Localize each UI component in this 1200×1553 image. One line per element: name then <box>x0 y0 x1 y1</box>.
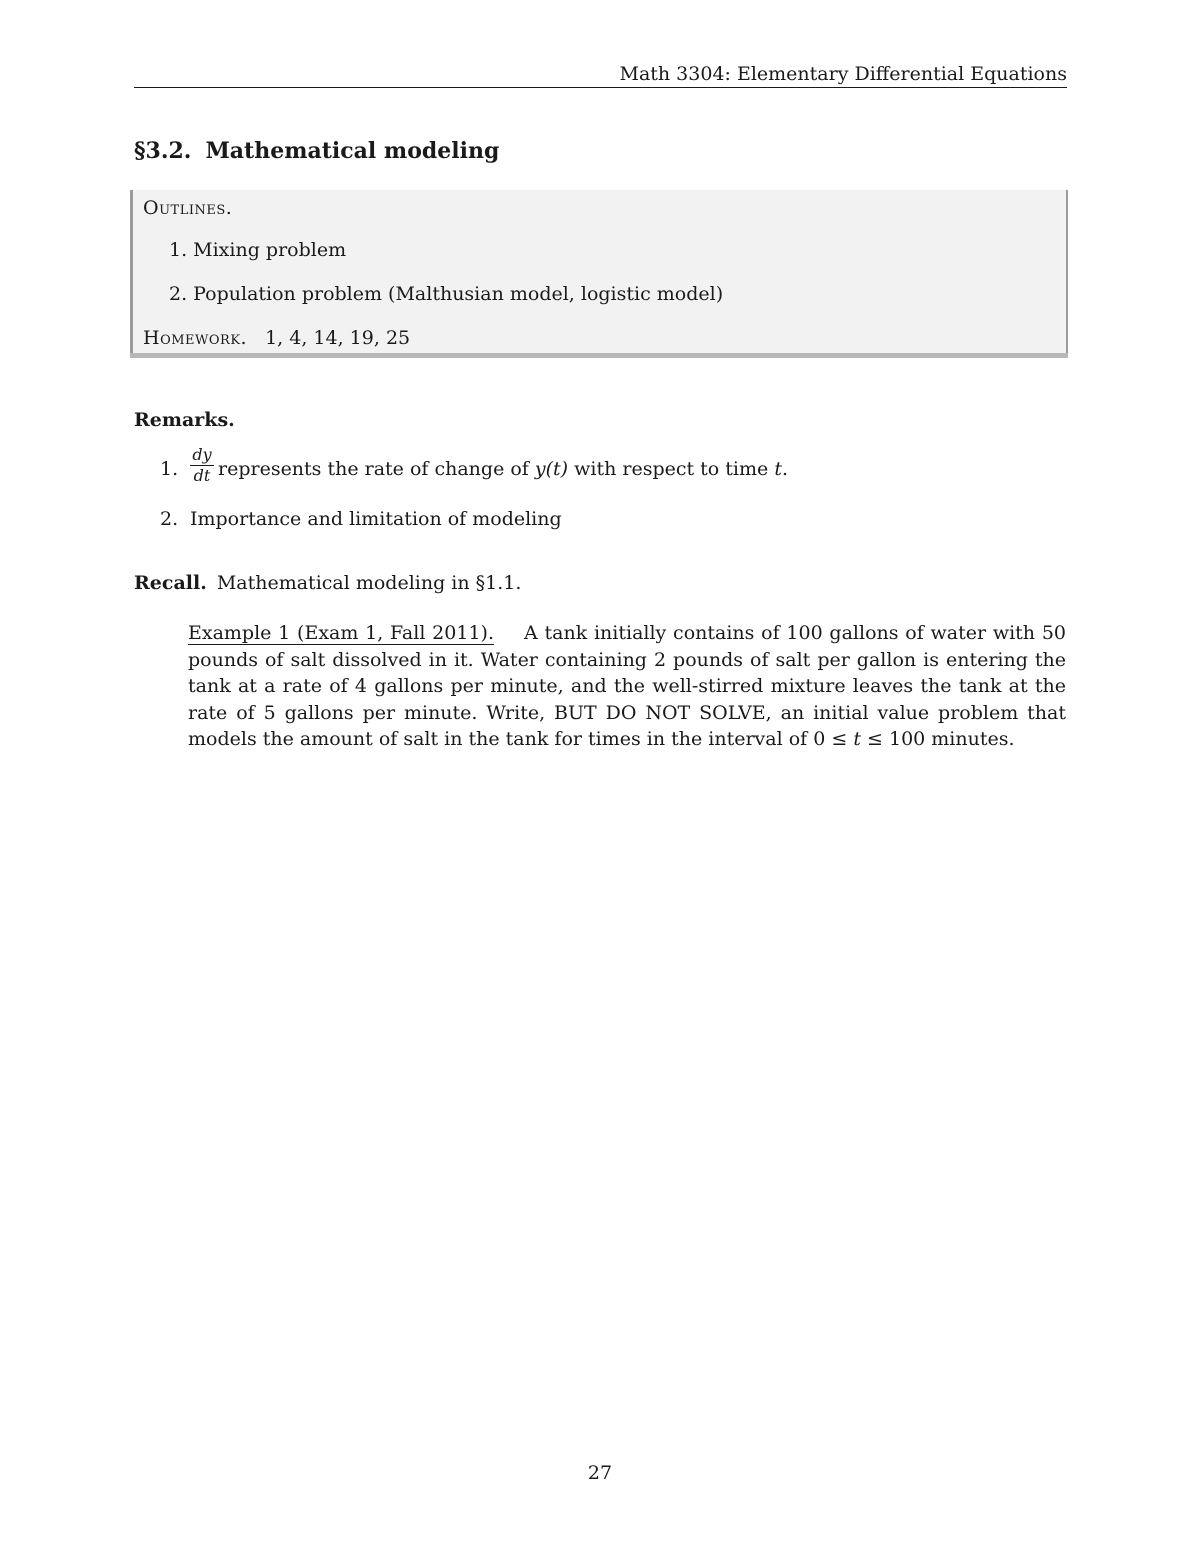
outline-box <box>130 190 1068 353</box>
example-1 <box>188 620 1066 753</box>
remark-item-1 <box>160 457 788 481</box>
remark-text: Importance and limitation of modeling <box>190 508 562 530</box>
remark-text: represents the rate of change of <box>218 458 529 480</box>
remark-marker: 1. <box>160 458 179 480</box>
remark-marker: 2. <box>160 508 179 530</box>
homework-problems: 1, 4, 14, 19, 25 <box>265 327 411 349</box>
outlines-label: Outlines. <box>143 197 233 219</box>
math-t: t <box>774 458 782 480</box>
remark-item-2 <box>160 507 562 531</box>
remark-period: . <box>781 458 788 480</box>
outline-item <box>169 238 346 262</box>
remarks-title: Remarks. <box>134 409 235 431</box>
homework-label: Homework. <box>143 327 248 349</box>
section-title <box>134 137 499 165</box>
running-header: Math 3304: Elementary Differential Equations <box>619 63 1067 85</box>
fraction-numerator: dy <box>192 445 212 464</box>
outline-item-text: Population problem (Malthusian model, logistic model) <box>193 283 724 305</box>
outline-item-text: Mixing problem <box>193 239 347 261</box>
recall-text: Mathematical modeling in §1.1. <box>216 572 522 594</box>
section-number: §3.2. <box>134 138 192 164</box>
math-t: t <box>853 728 861 750</box>
example-body-end: ≤ 100 minutes. <box>867 728 1015 750</box>
recall-line <box>134 571 521 595</box>
header-rule <box>134 87 1067 88</box>
section-heading: Mathematical modeling <box>205 138 500 164</box>
outline-item-marker: 2. <box>169 283 188 305</box>
remark-text-cont: with respect to time <box>574 458 769 480</box>
outline-item-marker: 1. <box>169 239 188 261</box>
recall-label: Recall. <box>134 572 207 594</box>
outline-item <box>169 282 723 306</box>
derivative-fraction <box>190 446 214 485</box>
example-title: Example 1 (Exam 1, Fall 2011). <box>188 622 494 644</box>
homework-line <box>143 326 410 350</box>
example-body: A tank initially contains of 100 gallons of water with 50 pounds of salt dissolved in it. Water containing 2 pounds of salt per gallon is entering the tank at a rate of 4 gallons per minute, and the well-stirred mixture leaves the tank at the rate of 5 gallons per minute. Write, BUT DO NOT SOLVE, an initial value problem that models the amount of salt in the tank for times in the interval of 0 ≤ <box>188 622 1066 750</box>
math-y-of-t: y(t) <box>534 458 569 480</box>
page-number: 27 <box>587 1462 613 1484</box>
fraction-denominator: dt <box>193 466 211 485</box>
